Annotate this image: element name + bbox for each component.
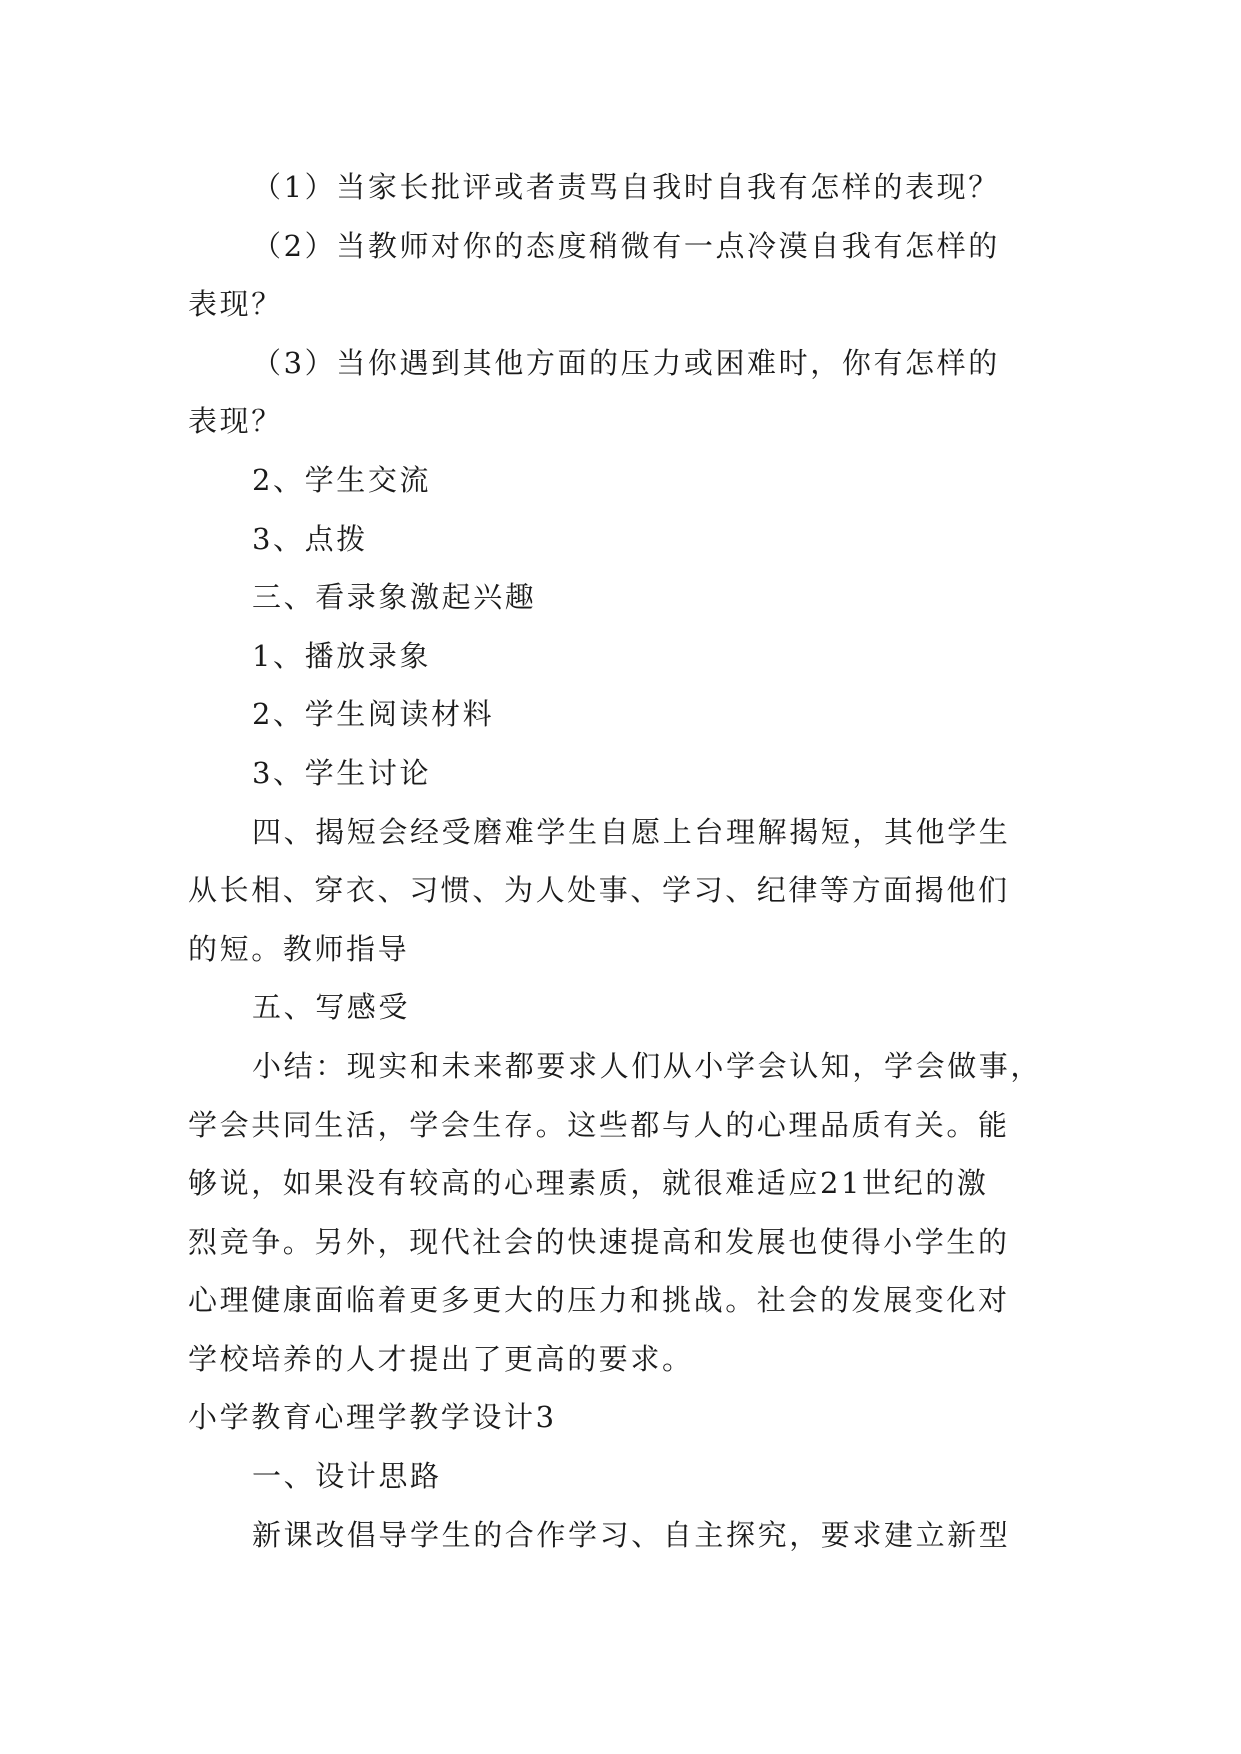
question-1-line: （1）当家长批评或者责骂自我时自我有怎样的表现？ [252,170,1000,204]
question-2-line-1: （2）当教师对你的态度稍微有一点冷漠自我有怎样的 [252,228,1000,263]
design-section-1-text: 新课改倡导学生的合作学习、自主探究，要求建立新型 [252,1517,1011,1552]
section-4-line-3: 的短。教师指导 [188,931,410,966]
summary-line-2: 学会共同生活，学会生存。这些都与人的心理品质有关。能 [188,1107,1010,1142]
summary-line-1: 小结：现实和未来都要求人们从小学会认知，学会做事， [252,1048,1043,1083]
question-3-line-1: （3）当你遇到其他方面的压力或困难时，你有怎样的 [252,345,1000,380]
section-3-step-3: 3、学生讨论 [252,755,432,790]
step-student-exchange: 2、学生交流 [252,462,432,497]
section-3-heading: 三、看录象激起兴趣 [252,580,537,615]
question-2-line-2: 表现？ [188,287,283,322]
summary-line-6: 学校培养的人才提出了更高的要求。 [188,1341,694,1376]
section-3-step-1: 1、播放录象 [252,638,432,673]
summary-line-4: 烈竞争。另外，现代社会的快速提高和发展也使得小学生的 [188,1224,1010,1259]
section-3-step-2: 2、学生阅读材料 [252,697,495,732]
document-body [188,158,1052,1564]
section-4-line-1: 四、揭短会经受磨难学生自愿上台理解揭短，其他学生 [252,814,1011,849]
summary-line-3: 够说，如果没有较高的心理素质，就很难适应21世纪的激 [188,1166,989,1201]
section-5-heading: 五、写感受 [252,990,411,1025]
summary-line-5: 心理健康面临着更多更大的压力和挑战。社会的发展变化对 [188,1283,1010,1318]
design-3-title: 小学教育心理学教学设计3 [188,1400,557,1435]
step-guidance: 3、点拨 [252,521,368,556]
section-4-line-2: 从长相、穿衣、习惯、为人处事、学习、纪律等方面揭他们 [188,873,1010,908]
design-section-1-heading: 一、设计思路 [252,1459,442,1494]
question-3-line-2: 表现？ [188,404,283,439]
